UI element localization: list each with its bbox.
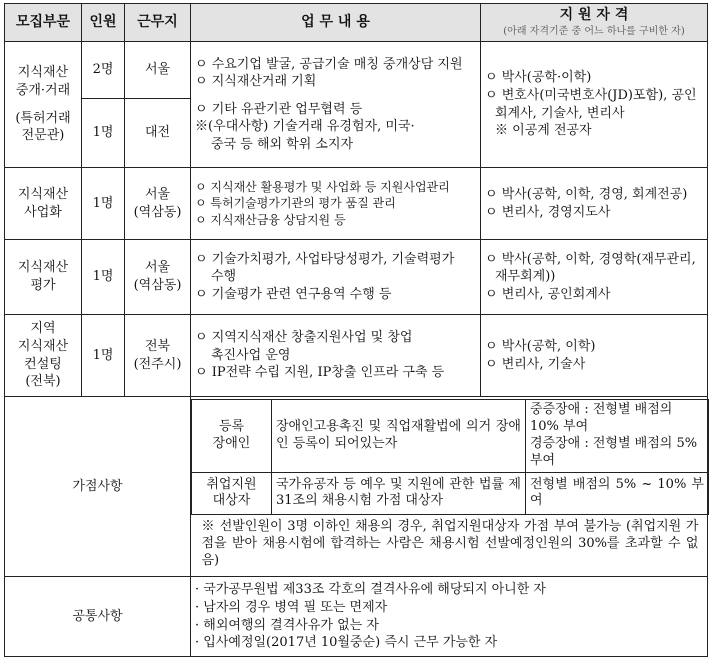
qual-item: ㅇ 박사(공학, 이학, 경영학(재무관리, [485, 251, 696, 267]
location-text: 전북 [144, 338, 171, 354]
duty-item: ㅇ 기술평가 관련 연구용역 수행 등 [195, 286, 392, 302]
location-text: 서울 [144, 186, 171, 202]
count-cell: 1명 [82, 240, 125, 315]
duty-note: ※(우대사항) 기술거래 유경험자, 미국· [195, 119, 415, 135]
duty-note: 중국 등 해외 학위 소지자 [211, 136, 354, 152]
field-text: 전문관) [21, 128, 65, 144]
table-row [5, 168, 708, 240]
duties-cell [191, 315, 481, 397]
qual-item: 회계사, 기술사, 변리사 [495, 105, 625, 121]
header-quals [481, 4, 708, 42]
table-row [5, 315, 708, 397]
bonus-disabled-row [192, 400, 709, 473]
field-text: 중개·거래 [15, 82, 71, 98]
bonus-support-label-text: 대상자 [212, 493, 251, 509]
duty-item: ㅇ 수요기업 발굴, 공급기술 매칭 중개상담 지원 [195, 56, 463, 72]
duty-item: ㅇ 기술가치평가, 사업타당성평가, 기술력평가 [195, 251, 455, 267]
field-text: 지식재산 [17, 186, 69, 202]
field-text: (특허거래 [15, 110, 71, 126]
field-text: (전북) [25, 374, 61, 390]
qual-item: ㅇ 변리사, 기술사 [485, 356, 586, 372]
field-cell [5, 240, 82, 315]
bonus-inner-table [191, 399, 709, 573]
qual-item: ㅇ 박사(공학, 이학, 경영, 회계전공) [485, 186, 688, 202]
duties-cell [191, 240, 481, 315]
common-item: · 입사예정일(2017년 10월중순) 즉시 근무 가능한 자 [195, 635, 498, 651]
location-cell [125, 240, 191, 315]
quals-cell [481, 240, 708, 315]
bonus-label: 가점사항 [5, 397, 191, 577]
bonus-disabled-label [192, 400, 272, 473]
bonus-note: ※ 선발인원이 3명 이하인 채용의 경우, 취업지원대상자 가점 부여 불가능 (취업지원 가점을 받아 채용시험에 합격하는 사람은 채용시험 선발예정인원의 30%를 초과할 수 없음) [201, 518, 699, 568]
field-text: 평가 [30, 278, 56, 293]
qual-item: ㅇ 박사(공학·이학) [485, 70, 592, 86]
field-text: 지역 [30, 321, 56, 337]
duty-item: 수행 [211, 269, 237, 285]
field-cell [5, 42, 82, 168]
common-row [5, 577, 708, 657]
bonus-rule: 경증장애 : 전형별 배점의 5% 부여 [530, 436, 698, 469]
field-cell [5, 315, 82, 397]
header-field: 모집부문 [5, 4, 82, 42]
count-cell: 1명 [82, 99, 125, 168]
bonus-support-label-text: 취업지원 [206, 476, 257, 492]
common-item: · 국가공무원법 제33조 각호의 결격사유에 해당되지 아니한 자 [195, 582, 546, 598]
qual-item: ㅇ 변호사(미국변호사(JD)포함), 공인 [485, 87, 697, 103]
bonus-support-label [192, 472, 272, 514]
qual-item: ㅇ 변리사, 경영지도사 [485, 204, 611, 220]
location-text: (역삼동) [133, 204, 182, 220]
location-cell: 서울 [125, 42, 191, 99]
location-text: (전주시) [133, 356, 182, 372]
bonus-support-row [192, 472, 709, 514]
field-text: 사업화 [24, 204, 62, 220]
location-text: 서울 [144, 260, 171, 276]
duty-item: ㅇ 지식재산거래 기획 [195, 74, 317, 90]
bonus-support-desc: 국가유공자 등 예우 및 지원에 관한 법률 제31조의 채용시험 가점 대상자 [272, 472, 526, 514]
field-text: 지식재산 [17, 338, 69, 354]
count-cell: 2명 [82, 42, 125, 99]
duties-cell [191, 42, 481, 168]
header-quals-title: 지 원 자 격 [559, 7, 629, 24]
common-label: 공통사항 [5, 577, 191, 657]
location-cell [125, 315, 191, 397]
bonus-disabled-rules [526, 400, 709, 473]
bonus-disabled-desc: 장애인고용촉진 및 직업재활법에 의거 장애인 등록이 되어있는자 [272, 400, 526, 473]
count-cell: 1명 [82, 315, 125, 397]
location-cell: 대전 [125, 99, 191, 168]
field-text: 지식재산 [17, 65, 69, 81]
duty-item: ㅇ 기타 유관기관 업무협력 등 [195, 101, 363, 117]
bonus-disabled-label-text: 장애인 [212, 436, 251, 452]
qual-item: ㅇ 변리사, 공인회계사 [485, 286, 611, 302]
bonus-note-row [192, 514, 709, 573]
header-duties: 업 무 내 용 [191, 4, 481, 42]
field-text: 컨설팅 [24, 356, 62, 372]
bonus-disabled-label-text: 등록 [218, 419, 245, 435]
bonus-rule: 중증장애 : 전형별 배점의 10% 부여 [530, 402, 673, 435]
bonus-content [191, 397, 708, 577]
common-item: · 해외여행의 결격사유가 없는 자 [195, 617, 379, 633]
table-row [5, 42, 708, 99]
header-location: 근무지 [125, 4, 191, 42]
duty-item: ㅇ IP전략 수립 지원, IP창출 인프라 구축 등 [195, 365, 445, 381]
duty-item: ㅇ 특허기술평가기관의 평가 품질 관리 [195, 196, 396, 211]
header-row [5, 4, 708, 42]
bonus-support-rule: 전형별 배점의 5% ~ 10% 부여 [526, 472, 709, 514]
qual-note: ※ 이공계 전공자 [495, 123, 592, 139]
table-row [5, 240, 708, 315]
count-cell: 1명 [82, 168, 125, 240]
duty-item: ㅇ 지식재산금융 상담지원 등 [195, 212, 346, 227]
location-text: (역삼동) [133, 278, 182, 293]
recruitment-table [4, 3, 708, 657]
header-count: 인원 [82, 4, 125, 42]
quals-cell [481, 315, 708, 397]
quals-cell [481, 168, 708, 240]
duties-cell [191, 168, 481, 240]
field-text: 지식재산 [17, 260, 69, 276]
quals-cell [481, 42, 708, 168]
bonus-row [5, 397, 708, 577]
header-quals-subtitle: (아래 자격기준 중 어느 하나를 구비한 자) [503, 26, 685, 38]
location-cell [125, 168, 191, 240]
qual-item: ㅇ 박사(공학, 이학) [485, 338, 596, 354]
qual-item: 재무회계)) [495, 269, 556, 285]
field-cell [5, 168, 82, 240]
duty-item: ㅇ 지역지식재산 창출지원사업 및 창업 [195, 330, 413, 346]
duty-item: 촉진사업 운영 [211, 347, 291, 363]
common-item: · 남자의 경우 병역 필 또는 면제자 [195, 599, 388, 615]
duty-item: ㅇ 지식재산 활용평가 및 사업화 등 지원사업관리 [195, 180, 450, 195]
common-content [191, 577, 708, 657]
